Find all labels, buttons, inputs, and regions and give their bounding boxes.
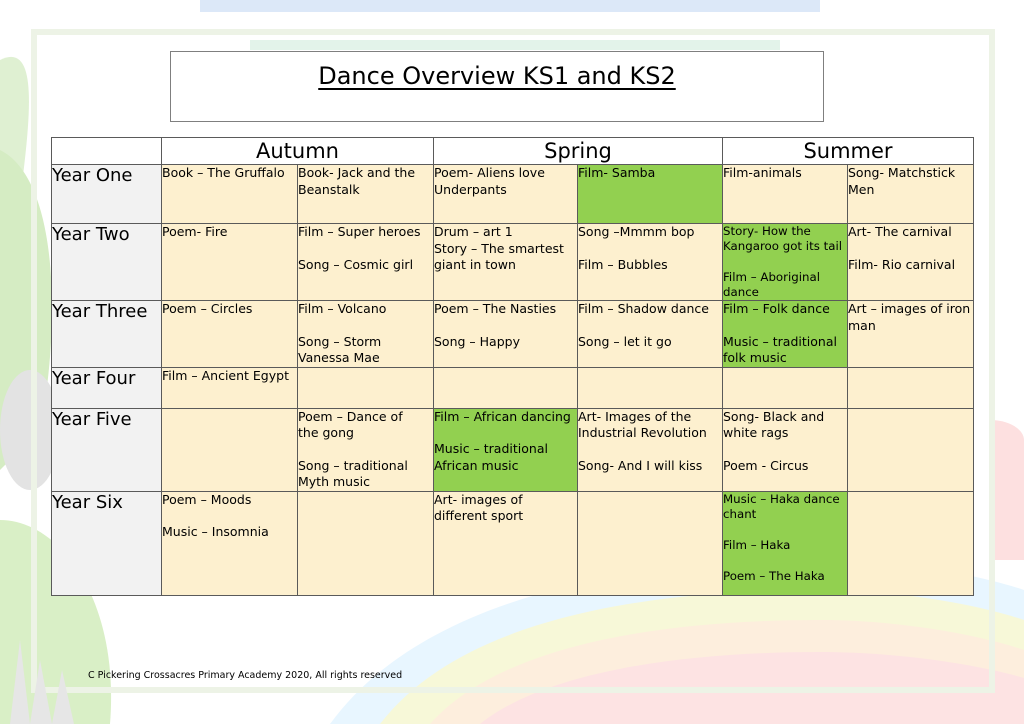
activity-text: Film- Rio carnival (848, 256, 956, 272)
activity-cell (298, 165, 434, 224)
activity-text: Vanessa Mae (298, 350, 380, 365)
activity-cell (578, 408, 723, 491)
activity-text: Music – Haka dance (723, 491, 840, 506)
line-gap (848, 241, 973, 257)
activity-text: Song – traditional (298, 457, 408, 473)
activity-text: Art – images of iron (848, 301, 971, 316)
activity-cell (848, 367, 974, 408)
activity-text: Song – let it go (578, 333, 672, 349)
activity-text: chant (723, 506, 757, 521)
line-gap (298, 318, 433, 334)
line-gap (723, 553, 847, 569)
activity-cell (723, 408, 848, 491)
activity-cell (162, 224, 298, 301)
activity-text: Men (848, 181, 875, 197)
dance-overview-table (51, 137, 974, 596)
activity-cell (723, 301, 848, 368)
line-gap (723, 522, 847, 538)
term-autumn: Autumn (162, 138, 434, 165)
activity-cell (434, 301, 578, 368)
activity-cell (434, 224, 578, 301)
activity-cell (162, 301, 298, 368)
term-header-row (52, 138, 974, 165)
activity-text: Song – Cosmic girl (298, 256, 414, 272)
activity-cell (578, 491, 723, 595)
activity-text: white rags (723, 425, 789, 440)
activity-text: Poem- Aliens love (434, 165, 545, 180)
copyright-footer: C Pickering Crossacres Primary Academy 2020, All rights reserved (88, 670, 403, 681)
activity-text: Music – Insomnia (162, 524, 269, 539)
table-row (52, 224, 974, 301)
activity-text: Music – traditional (434, 441, 548, 456)
line-gap (578, 442, 722, 458)
activity-cell (162, 367, 298, 408)
table-row (52, 408, 974, 491)
table-row (52, 165, 974, 224)
activity-text: folk music (723, 350, 787, 365)
activity-text: giant in town (434, 257, 516, 272)
line-gap (434, 318, 577, 334)
activity-cell (723, 165, 848, 224)
activity-text: Poem- Fire (162, 224, 228, 239)
activity-cell (434, 408, 578, 491)
activity-text: Poem – Moods (162, 491, 252, 507)
term-spring: Spring (434, 138, 723, 165)
activity-text: Industrial Revolution (578, 425, 707, 440)
line-gap (434, 425, 577, 441)
page-title: Dance Overview KS1 and KS2 (318, 62, 676, 90)
term-summer: Summer (723, 138, 974, 165)
activity-text: Song- And I will kiss (578, 457, 703, 473)
activity-text: Story- How the (723, 224, 811, 238)
line-gap (723, 318, 847, 334)
line-gap (723, 442, 847, 458)
activity-cell (162, 491, 298, 595)
activity-text: Beanstalk (298, 181, 360, 197)
activity-cell (848, 408, 974, 491)
line-gap (162, 508, 297, 524)
activity-cell (434, 491, 578, 595)
activity-text: Story – The smartest (434, 240, 564, 256)
activity-text: Song- Black and (723, 408, 825, 424)
activity-cell (578, 301, 723, 368)
activity-text: Song – Happy (434, 333, 520, 349)
year-label: Year One (52, 165, 162, 224)
activity-cell (162, 165, 298, 224)
year-label: Year Two (52, 224, 162, 301)
table-row (52, 301, 974, 368)
year-label: Year Five (52, 408, 162, 491)
activity-text: African music (434, 457, 519, 473)
activity-cell (848, 224, 974, 301)
activity-text: Poem – Dance of (298, 408, 403, 424)
activity-cell (298, 301, 434, 368)
table-row (52, 367, 974, 408)
activity-cell (723, 491, 848, 595)
line-gap (723, 254, 847, 270)
activity-text: Art- images of (434, 491, 523, 507)
activity-cell (434, 367, 578, 408)
activity-cell (298, 491, 434, 595)
activity-text: Art- Images of the (578, 408, 692, 424)
header-corner (52, 138, 162, 165)
line-gap (298, 241, 433, 257)
line-gap (578, 318, 722, 334)
activity-cell (578, 224, 723, 301)
activity-cell (578, 165, 723, 224)
activity-cell (434, 165, 578, 224)
activity-text: Film – Haka (723, 537, 791, 552)
activity-text: the gong (298, 425, 354, 440)
line-gap (298, 442, 433, 458)
activity-cell (298, 408, 434, 491)
table-row (52, 491, 974, 595)
activity-text: dance (723, 285, 759, 299)
activity-text: Drum – art 1 (434, 224, 513, 239)
activity-text: Book- Jack and the (298, 165, 416, 180)
activity-text: Myth music (298, 474, 370, 489)
activity-text: Poem – Circles (162, 301, 253, 316)
activity-cell (723, 224, 848, 301)
activity-text: man (848, 317, 876, 333)
year-label: Year Six (52, 491, 162, 595)
activity-cell (298, 367, 434, 408)
activity-text: Poem - Circus (723, 457, 809, 473)
year-label: Year Four (52, 367, 162, 408)
activity-text: Song –Mmmm bop (578, 224, 695, 239)
activity-cell (298, 224, 434, 301)
activity-cell (162, 408, 298, 491)
activity-text: Song – Storm (298, 333, 382, 349)
activity-text: Film – Aboriginal (723, 270, 821, 284)
activity-cell (848, 491, 974, 595)
activity-text: Underpants (434, 181, 507, 197)
activity-text: Film – Super heroes (298, 224, 421, 239)
activity-text: Book – The Gruffalo (162, 165, 285, 180)
activity-cell (723, 367, 848, 408)
activity-text: Song- Matchstick (848, 165, 956, 180)
year-label: Year Three (52, 301, 162, 368)
activity-text: Poem – The Nasties (434, 301, 557, 316)
line-gap (578, 241, 722, 257)
activity-text: Music – traditional (723, 333, 837, 349)
activity-text: Kangaroo got its tail (723, 239, 843, 253)
activity-text: Art- The carnival (848, 224, 952, 239)
activity-cell (578, 367, 723, 408)
activity-text: Film – African dancing (434, 408, 571, 424)
activity-text: Film-animals (723, 165, 802, 180)
activity-text: different sport (434, 508, 524, 523)
activity-text: Film – Shadow dance (578, 301, 709, 316)
activity-cell (848, 301, 974, 368)
activity-text: Film – Bubbles (578, 256, 668, 272)
activity-cell (848, 165, 974, 224)
activity-text: Poem – The Haka (723, 568, 825, 583)
activity-text: Film – Ancient Egypt (162, 367, 289, 383)
title-box (170, 51, 824, 122)
activity-text: Film – Volcano (298, 301, 387, 316)
activity-text: Film- Samba (578, 165, 656, 180)
activity-text: Film – Folk dance (723, 301, 830, 316)
